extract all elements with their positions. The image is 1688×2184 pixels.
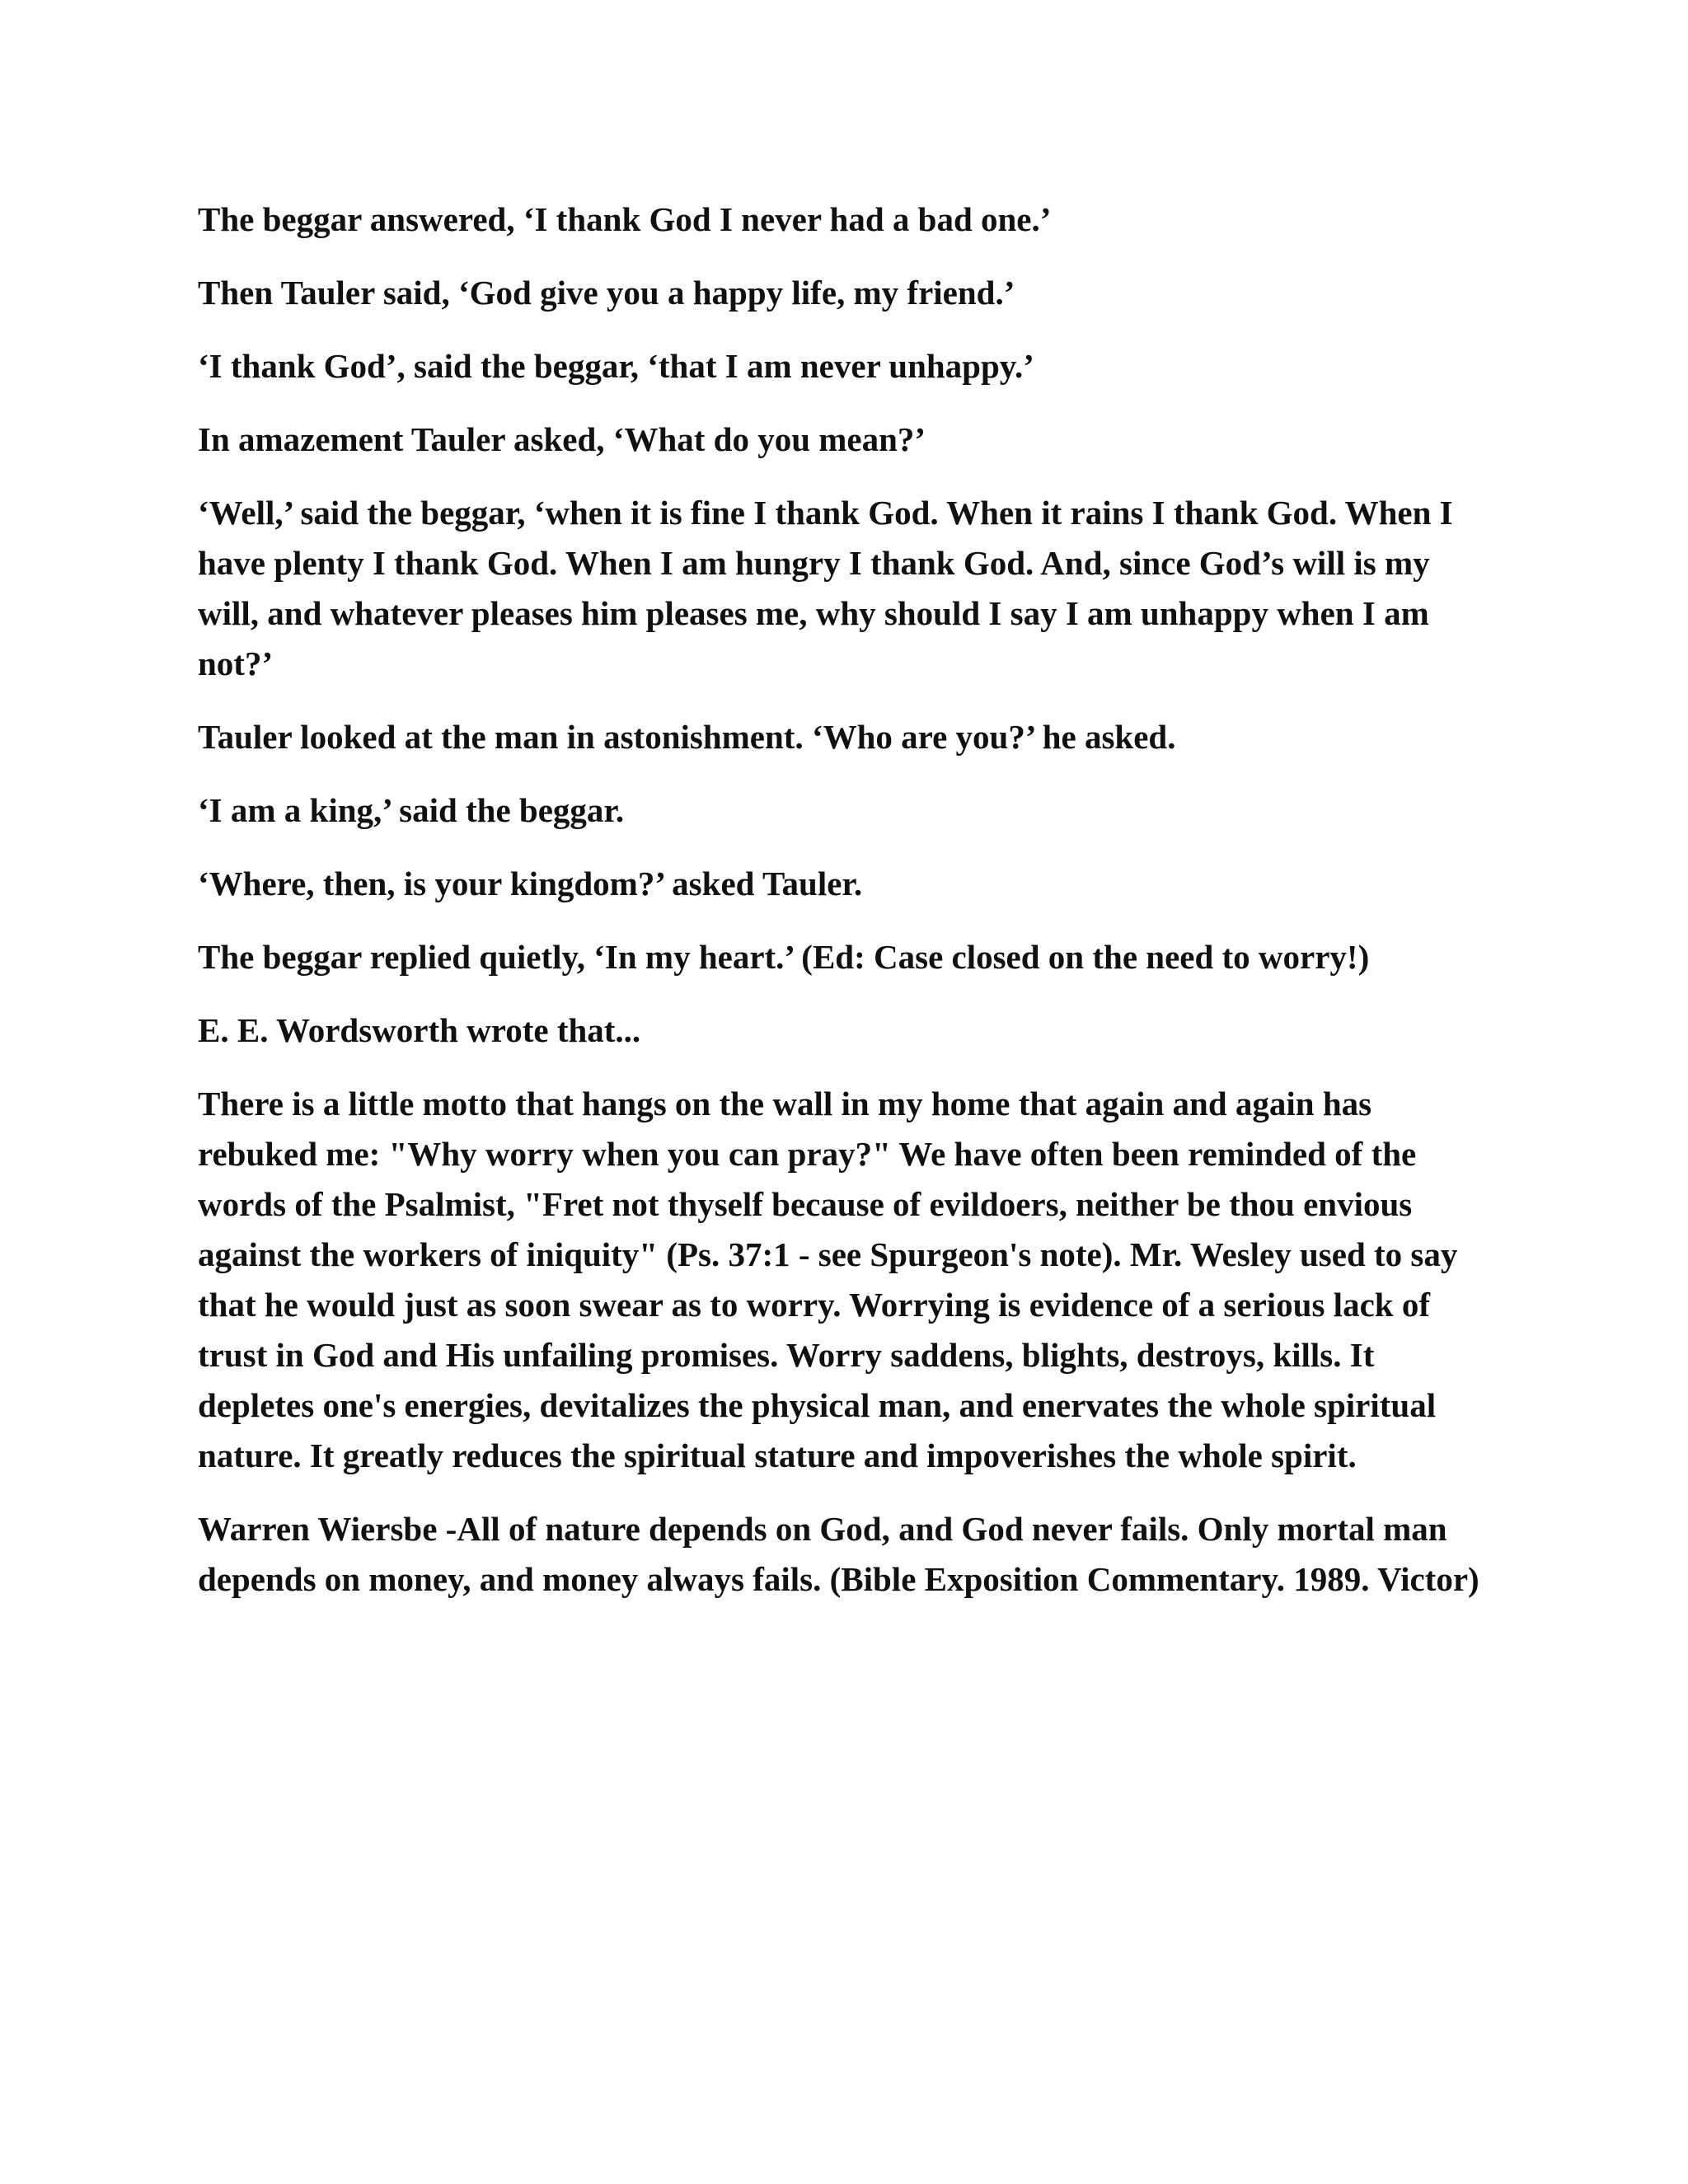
paragraph-well-said-beggar: ‘Well,’ said the beggar, ‘when it is fine I thank God. When it rains I thank God. When I have plenty I thank God. When I am hungry I thank God. And, since God’s will is my will, and whatever pleases him pleases me, why should I say I am unhappy when I am not?’ [198, 494, 1453, 682]
paragraph-amazement: In amazement Tauler asked, ‘What do you mean?’ [198, 420, 926, 458]
paragraph-wordsworth-quote: There is a little motto that hangs on the wall in my home that again and again has rebuked me: "Why worry when you can pray?" We have often been reminded of the words of the Psalmist, "Fret not thyself because of evildoers, neither be thou envious against the workers of iniquity" (Ps. 37:1 - see Spurgeon's note). Mr. Wesley used to say that he would just as soon swear as to worry. Worrying is evidence of a serious lack of trust in God and His unfailing promises. Worry saddens, blights, destroys, kills. It depletes one's energies, devitalizes the physical man, and enervates the whole spiritual nature. It greatly reduces the spiritual stature and impoverishes the whole spirit. [198, 1085, 1458, 1474]
paragraph-beggar-answered: The beggar answered, ‘I thank God I never had a bad one.’ [198, 200, 1052, 238]
paragraph-i-am-a-king: ‘I am a king,’ said the beggar. [198, 791, 625, 829]
paragraph-tauler-said: Then Tauler said, ‘God give you a happy life, my friend.’ [198, 274, 1015, 312]
paragraph-your-kingdom: ‘Where, then, is your kingdom?’ asked Tauler. [198, 865, 863, 902]
paragraph-wordsworth-intro: E. E. Wordsworth wrote that... [198, 1011, 641, 1049]
paragraph-wiersbe-quote: Warren Wiersbe -All of nature depends on God, and God never fails. Only mortal man depends on money, and money always fails. (Bible Exposition Commentary. 1989. Victor) [198, 1510, 1479, 1598]
document-body [198, 194, 1484, 1628]
paragraph-in-my-heart: The beggar replied quietly, ‘In my heart.’ (Ed: Case closed on the need to worry!) [198, 938, 1370, 976]
paragraph-astonishment: Tauler looked at the man in astonishment. ‘Who are you?’ he asked. [198, 718, 1176, 756]
paragraph-never-unhappy: ‘I thank God’, said the beggar, ‘that I am never unhappy.’ [198, 347, 1034, 385]
